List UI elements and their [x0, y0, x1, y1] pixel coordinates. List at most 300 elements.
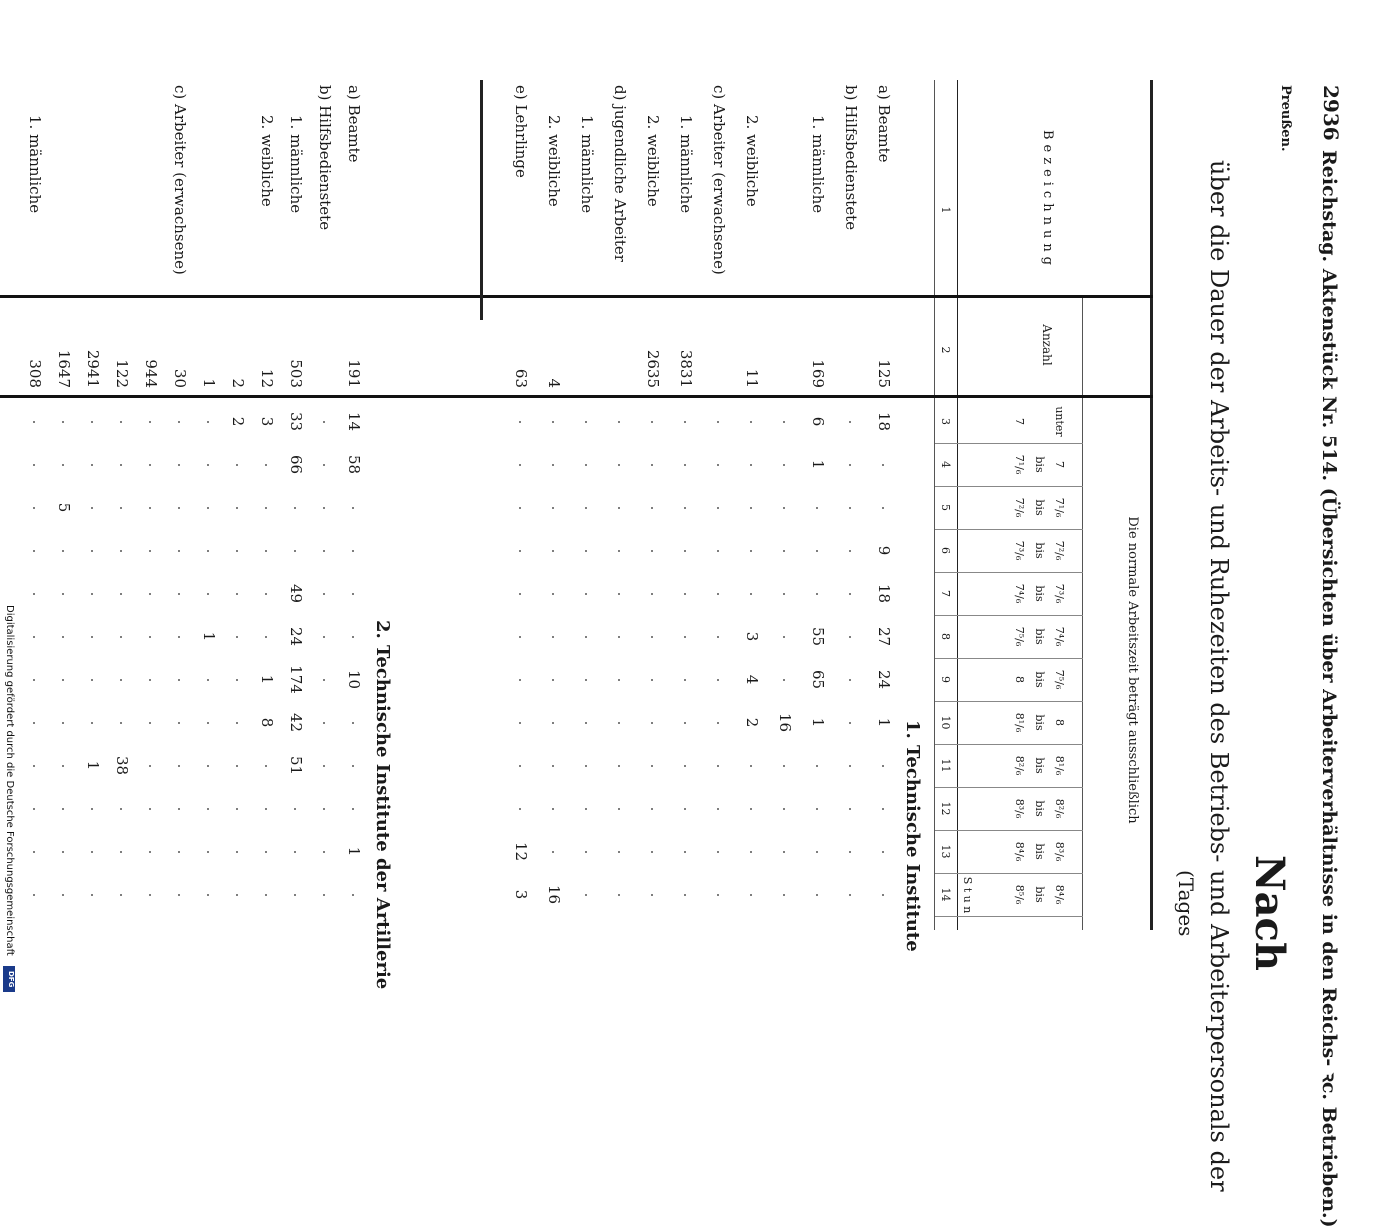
range-header-mid: bis	[1033, 800, 1046, 817]
empty-cell-dot	[149, 722, 151, 724]
row-cell: 9	[875, 545, 893, 556]
empty-cell-dot	[91, 593, 93, 595]
empty-cell-dot	[178, 464, 180, 466]
range-header-bot: 8⁵/₆	[1013, 884, 1026, 905]
empty-cell-dot	[207, 808, 209, 810]
empty-cell-dot	[816, 894, 818, 896]
empty-cell-dot	[849, 722, 851, 724]
empty-cell-dot	[717, 507, 719, 509]
empty-cell-dot	[816, 851, 818, 853]
empty-cell-dot	[618, 421, 620, 423]
column-number: 13	[939, 844, 952, 859]
empty-cell-dot	[849, 851, 851, 853]
empty-cell-dot	[207, 550, 209, 552]
empty-cell-dot	[207, 464, 209, 466]
row-cell: 16	[776, 712, 794, 733]
empty-cell-dot	[552, 464, 554, 466]
empty-cell-dot	[519, 464, 521, 466]
column-number: 4	[939, 461, 952, 468]
row-label: 1. männliche	[287, 115, 305, 214]
empty-cell-dot	[783, 550, 785, 552]
empty-cell-dot	[120, 550, 122, 552]
header-title: Reichstag. Aktenstück Nr. 514. (Übersichten über Arbeiterverhältnisse in den Reichs- ꝛc. Betrieben.)	[1318, 150, 1340, 1228]
column-number: 10	[939, 715, 952, 730]
row-cell: 38	[113, 755, 131, 776]
empty-cell-dot	[750, 550, 752, 552]
empty-cell-dot	[618, 636, 620, 638]
row-cell: 1	[809, 459, 827, 470]
row-label: c) Arbeiter (erwachsene)	[710, 85, 728, 275]
empty-cell-dot	[265, 593, 267, 595]
empty-cell-dot	[585, 593, 587, 595]
empty-cell-dot	[207, 894, 209, 896]
empty-cell-dot	[783, 507, 785, 509]
empty-cell-dot	[33, 464, 35, 466]
empty-cell-dot	[91, 550, 93, 552]
row-count: 11	[743, 368, 761, 388]
empty-cell-dot	[120, 722, 122, 724]
empty-cell-dot	[783, 593, 785, 595]
row-cell: 1	[809, 717, 827, 728]
empty-cell-dot	[750, 507, 752, 509]
empty-cell-dot	[178, 851, 180, 853]
empty-cell-dot	[618, 464, 620, 466]
empty-cell-dot	[783, 765, 785, 767]
empty-cell-dot	[178, 679, 180, 681]
row-cell: 3	[512, 889, 530, 900]
empty-cell-dot	[178, 808, 180, 810]
empty-cell-dot	[684, 722, 686, 724]
row-count: 4	[545, 378, 563, 388]
empty-cell-dot	[750, 851, 752, 853]
empty-cell-dot	[750, 421, 752, 423]
empty-cell-dot	[750, 894, 752, 896]
empty-cell-dot	[149, 550, 151, 552]
empty-cell-dot	[684, 808, 686, 810]
empty-cell-dot	[585, 808, 587, 810]
empty-cell-dot	[816, 593, 818, 595]
row-label: 2. weibliche	[743, 115, 761, 207]
empty-cell-dot	[816, 550, 818, 552]
empty-cell-dot	[236, 722, 238, 724]
empty-cell-dot	[236, 679, 238, 681]
empty-cell-dot	[552, 421, 554, 423]
empty-cell-dot	[352, 722, 354, 724]
empty-cell-dot	[651, 679, 653, 681]
empty-cell-dot	[651, 894, 653, 896]
empty-cell-dot	[684, 507, 686, 509]
empty-cell-dot	[323, 894, 325, 896]
row-cell: 1	[200, 631, 218, 642]
row-label: 1. männliche	[677, 115, 695, 214]
empty-cell-dot	[120, 894, 122, 896]
column-number: 2	[939, 346, 952, 354]
empty-cell-dot	[882, 851, 884, 853]
empty-cell-dot	[750, 765, 752, 767]
empty-cell-dot	[717, 765, 719, 767]
empty-cell-dot	[149, 593, 151, 595]
empty-cell-dot	[265, 894, 267, 896]
empty-cell-dot	[178, 507, 180, 509]
empty-cell-dot	[91, 421, 93, 423]
row-cell: 51	[287, 755, 305, 776]
row-label: 1. männliche	[578, 115, 596, 214]
empty-cell-dot	[717, 421, 719, 423]
empty-cell-dot	[91, 808, 93, 810]
empty-cell-dot	[62, 765, 64, 767]
credit-text: Digitalisierung gefördert durch die Deutsche Forschungsgemeinschaft	[4, 605, 15, 956]
row-cell: 16	[545, 884, 563, 905]
empty-cell-dot	[207, 593, 209, 595]
empty-cell-dot	[149, 464, 151, 466]
empty-cell-dot	[783, 851, 785, 853]
empty-cell-dot	[236, 636, 238, 638]
empty-cell-dot	[178, 636, 180, 638]
empty-cell-dot	[120, 593, 122, 595]
empty-cell-dot	[618, 765, 620, 767]
empty-cell-dot	[651, 636, 653, 638]
empty-cell-dot	[849, 464, 851, 466]
empty-cell-dot	[684, 464, 686, 466]
row-label: 2. weibliche	[545, 115, 563, 207]
row-cell: 24	[875, 669, 893, 690]
row-cell: 6	[809, 416, 827, 427]
row-count: 944	[142, 359, 160, 388]
empty-cell-dot	[519, 765, 521, 767]
empty-cell-dot	[816, 808, 818, 810]
empty-cell-dot	[717, 894, 719, 896]
empty-cell-dot	[849, 894, 851, 896]
empty-cell-dot	[236, 464, 238, 466]
row-label: e) Lehrlinge	[512, 85, 530, 178]
column-number: 8	[939, 633, 952, 640]
empty-cell-dot	[585, 679, 587, 681]
empty-cell-dot	[684, 894, 686, 896]
range-header-bot: 8	[1013, 676, 1026, 683]
column-divider	[935, 916, 1083, 917]
empty-cell-dot	[62, 421, 64, 423]
empty-cell-dot	[585, 421, 587, 423]
empty-cell-dot	[178, 765, 180, 767]
column-number: 6	[939, 547, 952, 554]
empty-cell-dot	[684, 765, 686, 767]
empty-cell-dot	[207, 421, 209, 423]
empty-cell-dot	[33, 550, 35, 552]
range-header-bot: 8³/₆	[1013, 798, 1026, 819]
col2-divider	[0, 395, 1153, 398]
empty-cell-dot	[323, 593, 325, 595]
range-header-top: 7²/₆	[1053, 540, 1066, 561]
empty-cell-dot	[323, 636, 325, 638]
empty-cell-dot	[552, 550, 554, 552]
empty-cell-dot	[519, 507, 521, 509]
empty-cell-dot	[585, 550, 587, 552]
empty-cell-dot	[750, 593, 752, 595]
empty-cell-dot	[236, 808, 238, 810]
empty-cell-dot	[352, 765, 354, 767]
row-cell: 18	[875, 411, 893, 432]
empty-cell-dot	[149, 851, 151, 853]
document-subtitle: über die Dauer der Arbeits- und Ruhezeiten des Betriebs- und Arbeiterpersonals der	[1205, 160, 1233, 1192]
colnum-bottom-rule	[934, 80, 935, 930]
row-count: 503	[287, 359, 305, 388]
column-number: 7	[939, 590, 952, 597]
range-header-mid: bis	[1033, 843, 1046, 860]
empty-cell-dot	[120, 808, 122, 810]
row-count: 30	[171, 368, 189, 388]
row-cell: 1	[258, 674, 276, 685]
range-header-bot: 7⁵/₆	[1013, 626, 1026, 647]
row-cell: 5	[55, 502, 73, 513]
empty-cell-dot	[684, 679, 686, 681]
range-header-mid: bis	[1033, 671, 1046, 688]
empty-cell-dot	[62, 550, 64, 552]
empty-cell-dot	[651, 765, 653, 767]
empty-cell-dot	[552, 593, 554, 595]
row-cell: 24	[287, 626, 305, 647]
empty-cell-dot	[149, 765, 151, 767]
empty-cell-dot	[717, 636, 719, 638]
row-cell: 58	[345, 454, 363, 475]
empty-cell-dot	[62, 593, 64, 595]
empty-cell-dot	[265, 464, 267, 466]
empty-cell-dot	[849, 421, 851, 423]
col1-divider	[0, 295, 1153, 298]
empty-cell-dot	[323, 679, 325, 681]
row-cell: 55	[809, 626, 827, 647]
row-count: 169	[809, 359, 827, 388]
empty-cell-dot	[323, 851, 325, 853]
empty-cell-dot	[849, 636, 851, 638]
range-header-mid: bis	[1033, 628, 1046, 645]
empty-cell-dot	[352, 550, 354, 552]
empty-cell-dot	[207, 507, 209, 509]
empty-cell-dot	[352, 507, 354, 509]
empty-cell-dot	[294, 507, 296, 509]
empty-cell-dot	[91, 507, 93, 509]
row-cell: 1	[875, 717, 893, 728]
range-header-top: unter	[1053, 406, 1066, 437]
empty-cell-dot	[618, 550, 620, 552]
empty-cell-dot	[33, 593, 35, 595]
empty-cell-dot	[651, 464, 653, 466]
row-cell: 66	[287, 454, 305, 475]
empty-cell-dot	[33, 636, 35, 638]
dfg-logo: DFG	[3, 966, 15, 992]
empty-cell-dot	[651, 421, 653, 423]
empty-cell-dot	[91, 722, 93, 724]
empty-cell-dot	[323, 765, 325, 767]
empty-cell-dot	[120, 421, 122, 423]
empty-cell-dot	[323, 464, 325, 466]
range-header-top: 8³/₆	[1053, 841, 1066, 862]
empty-cell-dot	[552, 507, 554, 509]
row-count: 125	[875, 359, 893, 388]
empty-cell-dot	[684, 851, 686, 853]
row-count: 191	[345, 359, 363, 388]
empty-cell-dot	[33, 507, 35, 509]
empty-cell-dot	[585, 636, 587, 638]
empty-cell-dot	[265, 636, 267, 638]
empty-cell-dot	[207, 851, 209, 853]
range-header-top: 7⁵/₆	[1053, 669, 1066, 690]
range-header-bot: 8²/₆	[1013, 755, 1026, 776]
table-top-rule	[1150, 80, 1153, 930]
row-cell: 4	[743, 674, 761, 685]
empty-cell-dot	[882, 507, 884, 509]
document-subtitle-2: (Tages	[1174, 870, 1198, 937]
range-header-mid: bis	[1033, 886, 1046, 903]
row-label: 1. männliche	[809, 115, 827, 214]
empty-cell-dot	[519, 636, 521, 638]
empty-cell-dot	[207, 722, 209, 724]
range-header-top: 7⁴/₆	[1053, 626, 1066, 647]
row-label: d) jugendliche Arbeiter	[611, 85, 629, 262]
range-header-top: 7³/₆	[1053, 583, 1066, 604]
empty-cell-dot	[236, 593, 238, 595]
range-header-bot: 7²/₆	[1013, 497, 1026, 518]
empty-cell-dot	[352, 636, 354, 638]
empty-cell-dot	[207, 765, 209, 767]
empty-cell-dot	[62, 894, 64, 896]
empty-cell-dot	[62, 808, 64, 810]
row-cell: 27	[875, 626, 893, 647]
header-bottom-rule	[957, 80, 958, 930]
empty-cell-dot	[717, 593, 719, 595]
empty-cell-dot	[552, 636, 554, 638]
empty-cell-dot	[62, 851, 64, 853]
unit-header: S t u n	[961, 876, 974, 914]
row-label: 2. weibliche	[644, 115, 662, 207]
header-group-rule	[1082, 295, 1083, 930]
range-header-mid: bis	[1033, 542, 1046, 559]
empty-cell-dot	[120, 679, 122, 681]
row-count: 63	[512, 368, 530, 388]
empty-cell-dot	[849, 550, 851, 552]
empty-cell-dot	[91, 851, 93, 853]
empty-cell-dot	[33, 808, 35, 810]
empty-cell-dot	[882, 765, 884, 767]
empty-cell-dot	[585, 464, 587, 466]
row-count: 2	[229, 378, 247, 388]
empty-cell-dot	[178, 593, 180, 595]
row-count: 2635	[644, 349, 662, 388]
empty-cell-dot	[717, 464, 719, 466]
range-header-bot: 8⁴/₆	[1013, 841, 1026, 862]
range-header-mid: bis	[1033, 714, 1046, 731]
empty-cell-dot	[882, 808, 884, 810]
empty-cell-dot	[352, 808, 354, 810]
empty-cell-dot	[651, 722, 653, 724]
row-count: 1647	[55, 349, 73, 388]
empty-cell-dot	[585, 851, 587, 853]
empty-cell-dot	[149, 679, 151, 681]
empty-cell-dot	[717, 722, 719, 724]
row-cell: 33	[287, 411, 305, 432]
empty-cell-dot	[294, 550, 296, 552]
empty-cell-dot	[618, 808, 620, 810]
empty-cell-dot	[352, 894, 354, 896]
empty-cell-dot	[585, 894, 587, 896]
range-header-top: 8¹/₆	[1053, 755, 1066, 776]
empty-cell-dot	[149, 808, 151, 810]
empty-cell-dot	[33, 894, 35, 896]
empty-cell-dot	[120, 507, 122, 509]
empty-cell-dot	[816, 507, 818, 509]
empty-cell-dot	[265, 765, 267, 767]
empty-cell-dot	[120, 851, 122, 853]
empty-cell-dot	[882, 894, 884, 896]
empty-cell-dot	[120, 464, 122, 466]
empty-cell-dot	[236, 765, 238, 767]
row-count: 12	[258, 368, 276, 388]
empty-cell-dot	[33, 851, 35, 853]
empty-cell-dot	[294, 851, 296, 853]
empty-cell-dot	[849, 679, 851, 681]
row-label: b) Hilfsbedienstete	[842, 85, 860, 231]
empty-cell-dot	[651, 550, 653, 552]
empty-cell-dot	[294, 808, 296, 810]
column-number: 1	[939, 206, 952, 214]
column-number: 11	[939, 758, 952, 773]
empty-cell-dot	[323, 808, 325, 810]
empty-cell-dot	[651, 507, 653, 509]
empty-cell-dot	[684, 636, 686, 638]
page-number: 2936	[1319, 85, 1343, 141]
row-count: 122	[113, 359, 131, 388]
range-header-top: 7	[1053, 461, 1066, 468]
empty-cell-dot	[265, 851, 267, 853]
empty-cell-dot	[519, 593, 521, 595]
empty-cell-dot	[149, 636, 151, 638]
row-cell: 2	[229, 416, 247, 427]
empty-cell-dot	[618, 722, 620, 724]
empty-cell-dot	[149, 894, 151, 896]
empty-cell-dot	[519, 679, 521, 681]
empty-cell-dot	[849, 507, 851, 509]
document-title-big: Nach	[1246, 855, 1293, 971]
empty-cell-dot	[62, 679, 64, 681]
empty-cell-dot	[207, 679, 209, 681]
empty-cell-dot	[618, 593, 620, 595]
empty-cell-dot	[149, 507, 151, 509]
empty-cell-dot	[552, 808, 554, 810]
row-cell: 65	[809, 669, 827, 690]
row-cell: 1	[345, 846, 363, 857]
empty-cell-dot	[236, 550, 238, 552]
empty-cell-dot	[717, 679, 719, 681]
row-cell: 1	[84, 760, 102, 771]
empty-cell-dot	[265, 808, 267, 810]
empty-cell-dot	[178, 722, 180, 724]
column-number: 9	[939, 676, 952, 683]
row-label: 2. weibliche	[258, 115, 276, 207]
range-header-mid: bis	[1033, 757, 1046, 774]
range-header-top: 8⁴/₆	[1053, 884, 1066, 905]
empty-cell-dot	[236, 507, 238, 509]
empty-cell-dot	[783, 464, 785, 466]
range-header-bot: 7⁴/₆	[1013, 583, 1026, 604]
empty-cell-dot	[618, 894, 620, 896]
row-count: 3831	[677, 349, 695, 388]
row-cell: 3	[258, 416, 276, 427]
empty-cell-dot	[236, 851, 238, 853]
range-header-mid: bis	[1033, 499, 1046, 516]
range-header-bot: 7¹/₆	[1013, 454, 1026, 475]
empty-cell-dot	[552, 765, 554, 767]
empty-cell-dot	[618, 507, 620, 509]
row-cell: 12	[512, 841, 530, 862]
